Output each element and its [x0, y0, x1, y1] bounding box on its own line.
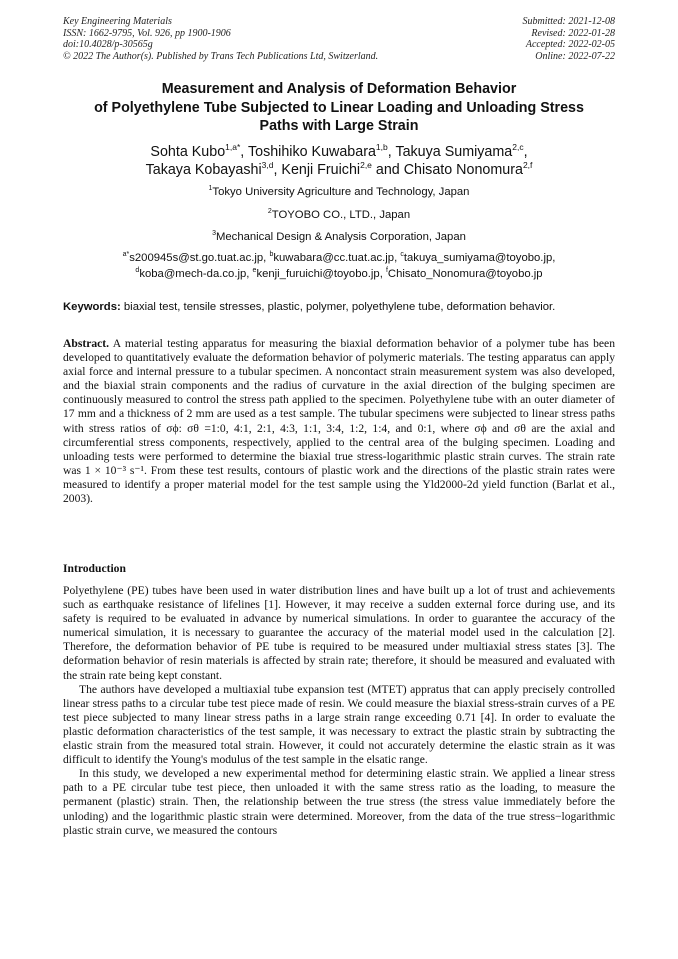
title-line: Paths with Large Strain — [259, 118, 419, 134]
affiliation-2 — [40, 208, 638, 222]
email-superscript: a* — [122, 251, 130, 259]
email-link[interactable]: s200945s@st.go.tuat.ac.jp, — [129, 252, 270, 264]
affiliation-text: Mechanical Design & Analysis Corporation, Japan — [215, 231, 466, 243]
author-name: Kenji Fruichi — [281, 162, 361, 178]
abstract-label: Abstract. — [63, 337, 110, 350]
author-name: Chisato Nonomura — [403, 162, 523, 178]
affiliation-superscript: 2 — [267, 208, 272, 216]
keywords-text: biaxial test, tensile stresses, plastic, polymer, polyethylene tube, deformation behavior. — [120, 301, 556, 313]
introduction-body — [63, 584, 615, 838]
email-link[interactable]: Chisato_Nonomura@toyobo.jp — [387, 268, 543, 280]
submitted-date: Submitted: 2021-12-08 — [522, 16, 615, 27]
author-name: Sohta Kubo — [150, 144, 226, 160]
abstract — [63, 337, 615, 506]
affiliation-text: Tokyo University Agriculture and Technology, Japan — [212, 186, 470, 198]
author-separator: , — [240, 144, 248, 160]
email-line — [40, 250, 638, 266]
email-superscript: c — [400, 251, 404, 259]
author-separator: , — [523, 144, 528, 160]
journal-name: Key Engineering Materials — [63, 16, 172, 27]
title-line: Measurement and Analysis of Deformation Behavior — [161, 81, 517, 97]
affiliation-superscript: 1 — [208, 185, 213, 193]
keywords-label: Keywords: — [63, 301, 121, 313]
author-separator: , — [387, 144, 396, 160]
email-superscript: f — [385, 267, 388, 275]
author-name: Takaya Kobayashi — [145, 162, 262, 178]
abstract-text: A material testing apparatus for measuring the biaxial deformation behavior of a polymer tube has been developed to quantitatively evaluate the deformation behavior of polymeric materials. The testing apparatus can apply axial force and internal pressure to a tubular specimen. A noncontact strain measurement system was also developed, and the biaxial strain components and the radius of curvature in the axial direction of the bulging specimen are continuously measured to control the stress path applied to the specimen. Polyethylene tube with an outer diameter of 17 mm and a thickness of 2 mm are used as a test sample. The tubular specimens were subjected to linear stress paths with stress ratios of σϕ: σθ =1:0, 4:1, 2:1, 4:3, 1:1, 3:4, 1:2, 1:4, and 0:1, where σϕ and σθ are the axial and circumferential stress components, respectively, applied to the central area of the bulging specimen. Loading and unloading tests were performed to determine the biaxial true stress-logarithmic plastic strain curves. The strain rate was 1 × 10⁻³ s⁻¹. From these test results, contours of plastic work and the directions of the plastic strain rates were measured to identify a proper material model for the test sample using the Yld2000-2d yield function (Barlat et al., 2003). — [63, 337, 615, 506]
accepted-date: Accepted: 2022-02-05 — [525, 39, 615, 50]
paragraph: Polyethylene (PE) tubes have been used in water distribution lines and have built up a lot of trust and achievements such as earthquake resistance of lifelines [1]. However, it may receive a sudden external force during use, and its safety is required to be evaluated in advance by numerical simulations. In order to guarantee the accuracy of the numerical simulation, it is necessary to guarantee the accuracy of the material model used in the calculation [2]. Therefore, the deformation behavior of PE tube is required to be measured under multiaxial stress states [3]. The deformation behavior of resin materials is affected by strain rate; therefore, it should be measured and evaluated with the strain rate being kept constant. — [63, 584, 615, 682]
author-line — [40, 161, 638, 179]
author-superscript: 2,c — [512, 142, 524, 153]
keywords-line — [63, 300, 623, 314]
author-separator: , — [273, 162, 282, 178]
affiliation-1 — [40, 185, 638, 199]
email-superscript: d — [135, 267, 140, 275]
email-link[interactable]: kuwabara@cc.tuat.ac.jp, — [273, 252, 401, 264]
email-line — [40, 266, 638, 282]
author-separator: and — [371, 162, 404, 178]
journal-header-left — [63, 16, 378, 62]
journal-header-right — [523, 16, 616, 62]
copyright-line: © 2022 The Author(s). Published by Trans Tech Publications Ltd, Switzerland. — [63, 50, 379, 62]
author-superscript: 2,f — [522, 160, 533, 171]
affiliation-3 — [40, 230, 638, 244]
email-superscript: e — [252, 267, 257, 275]
email-superscript: b — [269, 251, 274, 259]
paragraph: In this study, we developed a new experimental method for determining elastic strain. We applied a linear stress path to a PE circular tube test piece, then unloaded it with the same stress ratio as the loading, to measure the permanent (plastic) strain. Then, the relationship between the true stress (the stress value immediately before the unloding) and the logarithmic plastic strain were determined. Moreover, from the data of the true stress−logarithmic plastic strain curve, we measured the contours — [63, 767, 615, 837]
email-list — [40, 250, 638, 282]
author-list — [40, 143, 638, 179]
revised-date: Revised: 2022-01-28 — [531, 27, 615, 39]
title-line: of Polyethylene Tube Subjected to Linear Loading and Unloading Stress — [94, 99, 584, 116]
author-line — [40, 143, 638, 161]
issn-line: ISSN: 1662-9795, Vol. 926, pp 1900-1906 — [63, 27, 231, 39]
email-link[interactable]: takuya_sumiyama@toyobo.jp, — [403, 252, 556, 264]
online-date: Online: 2022-07-22 — [535, 50, 615, 62]
paper-title — [40, 80, 638, 136]
affiliation-superscript: 3 — [212, 230, 216, 238]
author-superscript: 3,d — [261, 160, 274, 171]
email-link[interactable]: koba@mech-da.co.jp, — [139, 268, 253, 280]
author-superscript: 1,b — [375, 142, 388, 153]
author-name: Takuya Sumiyama — [395, 144, 513, 160]
email-link[interactable]: kenji_furuichi@toyobo.jp, — [256, 268, 386, 280]
doi-line: doi:10.4028/p-30565g — [63, 39, 153, 50]
section-heading: Introduction — [63, 562, 126, 575]
affiliation-text: TOYOBO CO., LTD., Japan — [271, 209, 411, 221]
author-superscript: 2,e — [360, 160, 372, 171]
author-name: Toshihiko Kuwabara — [247, 144, 376, 160]
author-superscript: 1,a* — [225, 142, 241, 153]
paragraph: The authors have developed a multiaxial tube expansion test (MTET) appratus that can apply precisely controlled linear stress paths to a circular tube test piece made of resin. We could measure the biaxial stress-strain curves of a PE test piece subjected to many linear stress paths in a large strain range exceeding 0.71 [4]. In order to evaluate the plastic deformation characteristics of the test sample, it was necessary to extract the plastic strain by subtracting the elastic strain from the measured total strain. However, it could not accurately determine the elastic strain as it was difficult to identify the Young's modulus of the test sample in the elsatic range. — [63, 682, 615, 767]
